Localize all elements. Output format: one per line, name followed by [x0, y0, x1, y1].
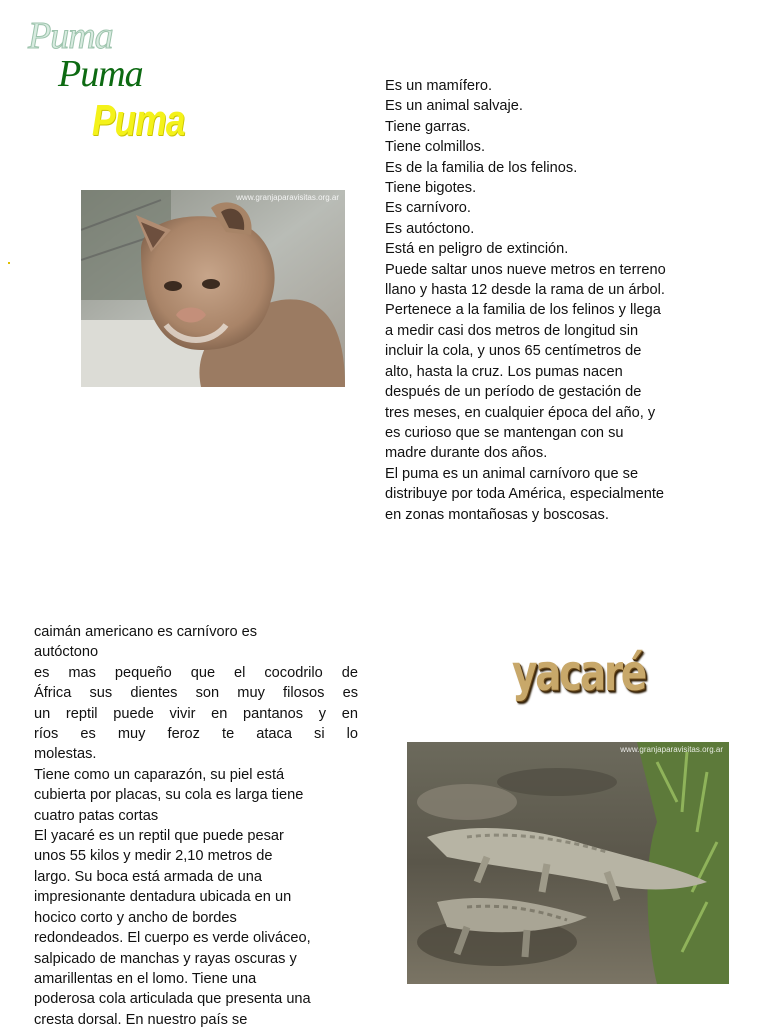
puma-title-green: Puma — [58, 53, 143, 95]
text-line: Es un animal salvaje. — [385, 98, 523, 115]
text-line: redondeados. El cuerpo es verde oliváceo, — [34, 930, 311, 947]
text-line: hocico corto y ancho de bordes — [34, 909, 237, 926]
puma-title-pale: Puma — [28, 15, 113, 57]
yacare-photo — [407, 742, 729, 984]
text-line: Puede saltar unos nueve metros en terreno — [385, 261, 666, 278]
text-line: cuatro patas cortas — [34, 807, 159, 824]
text-line: Es autóctono. — [385, 220, 475, 237]
text-line: es mas pequeño que el cocodrilo de — [34, 664, 358, 681]
text-line: poderosa cola articulada que presenta una — [34, 991, 311, 1008]
text-line: molestas. — [34, 746, 97, 763]
stray-mark — [8, 262, 10, 264]
text-line: unos 55 kilos y medir 2,10 metros de — [34, 848, 273, 865]
text-line: es curioso que se mantengan con su — [385, 424, 624, 441]
text-line: un reptil puede vivir en pantanos y en — [34, 705, 358, 722]
yacare-photo-watermark: www.granjaparavisitas.org.ar — [620, 745, 723, 754]
text-line: autóctono — [34, 644, 99, 661]
text-line: tres meses, en cualquier época del año, y — [385, 404, 656, 421]
text-line: salpicado de manchas y rayas oscuras y — [34, 950, 297, 967]
puma-photo — [81, 190, 345, 387]
text-line: en zonas montañosas y boscosas. — [385, 506, 609, 523]
text-line: Es un mamífero. — [385, 78, 493, 94]
text-line: cubierta por placas, su cola es larga tiene — [34, 787, 304, 804]
text-line: Es carnívoro. — [385, 200, 471, 217]
text-line: Está en peligro de extinción. — [385, 241, 569, 258]
text-line: El puma es un animal carnívoro que se — [385, 465, 639, 482]
yacare-illustration — [407, 742, 729, 984]
text-line: alto, hasta la cruz. Los pumas nacen — [385, 363, 623, 380]
text-line: impresionante dentadura ubicada en un — [34, 889, 292, 906]
puma-photo-watermark: www.granjaparavisitas.org.ar — [236, 193, 339, 202]
puma-description — [385, 76, 725, 525]
text-line: caimán americano es carnívoro es — [34, 624, 258, 640]
text-line: incluir la cola, y unos 65 centímetros de — [385, 343, 642, 360]
text-line: a medir casi dos metros de longitud sin — [385, 322, 639, 339]
text-line: El yacaré es un reptil que puede pesar — [34, 828, 284, 845]
puma-title-yellow: Puma — [92, 96, 185, 145]
text-line: Tiene colmillos. — [385, 139, 486, 156]
text-line: largo. Su boca está armada de una — [34, 868, 262, 885]
text-line: madre durante dos años. — [385, 445, 548, 462]
text-line: Tiene como un caparazón, su piel está — [34, 766, 285, 783]
yacare-description — [34, 622, 358, 1030]
yacare-title: yacaré — [512, 644, 645, 702]
text-line: Es de la familia de los felinos. — [385, 159, 578, 176]
text-line: amarillentas en el lomo. Tiene una — [34, 970, 257, 987]
text-line: Tiene bigotes. — [385, 180, 477, 197]
text-line: después de un período de gestación de — [385, 384, 642, 401]
text-line: distribuye por toda América, especialmente — [385, 486, 665, 503]
text-line: cresta dorsal. En nuestro país se — [34, 1011, 248, 1028]
puma-illustration — [81, 190, 345, 387]
text-line: Pertenece a la familia de los felinos y llega — [385, 302, 661, 319]
text-line: ríos es muy feroz te ataca si lo — [34, 726, 358, 743]
text-line: Tiene garras. — [385, 118, 471, 135]
text-line: África sus dientes son muy filosos es — [34, 685, 358, 702]
text-line: llano y hasta 12 desde la rama de un árbol. — [385, 282, 665, 299]
